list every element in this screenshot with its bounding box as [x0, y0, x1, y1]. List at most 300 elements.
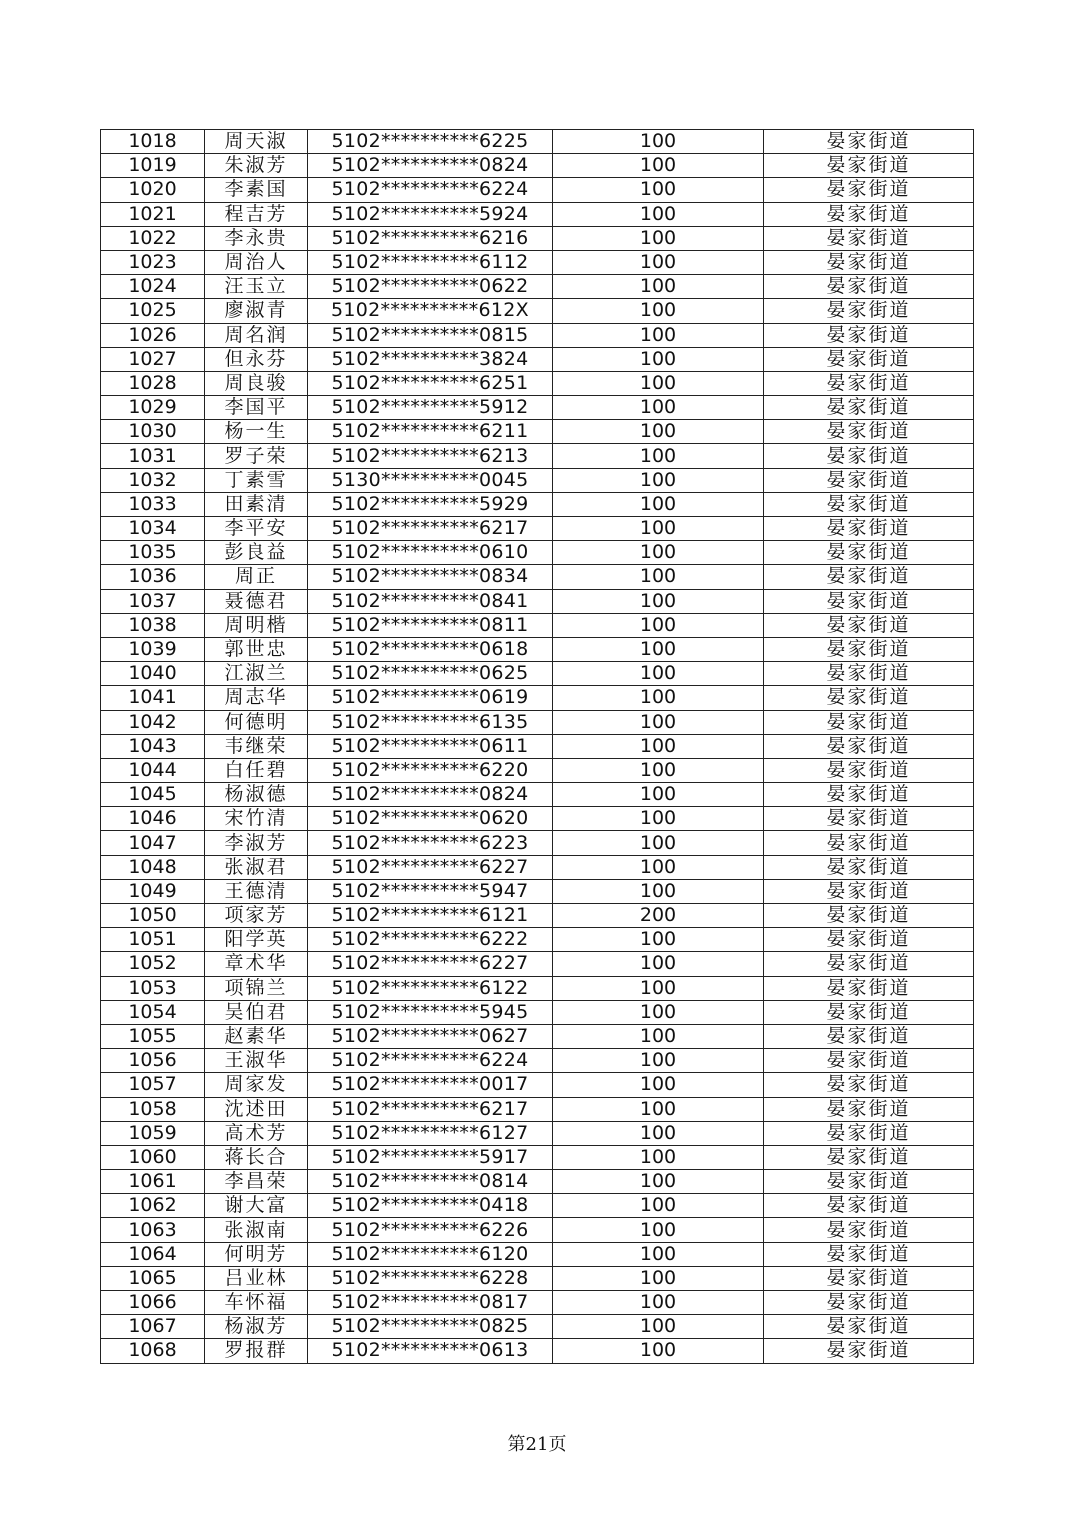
name-cell: 周良骏: [205, 371, 308, 395]
name-cell: 廖淑青: [205, 299, 308, 323]
id-number-cell: 5102**********6228: [308, 1266, 553, 1290]
name-cell: 王淑华: [205, 1049, 308, 1073]
amount-cell: 100: [553, 1194, 764, 1218]
amount-cell: 100: [553, 952, 764, 976]
amount-cell: 100: [553, 1097, 764, 1121]
table-row: [101, 1266, 974, 1290]
name-cell: 李永贵: [205, 226, 308, 250]
name-cell: 罗报群: [205, 1339, 308, 1363]
id-number-cell: 5102**********6224: [308, 178, 553, 202]
street-cell: 晏家街道: [764, 1291, 974, 1315]
id-number-cell: 5102**********6223: [308, 831, 553, 855]
amount-cell: 100: [553, 347, 764, 371]
name-cell: 高术芳: [205, 1121, 308, 1145]
row-number-cell: 1022: [101, 226, 205, 250]
amount-cell: 100: [553, 396, 764, 420]
data-table: [100, 129, 974, 1364]
row-number-cell: 1018: [101, 130, 205, 154]
street-cell: 晏家街道: [764, 1170, 974, 1194]
street-cell: 晏家街道: [764, 1266, 974, 1290]
amount-cell: 100: [553, 565, 764, 589]
table-row: [101, 371, 974, 395]
street-cell: 晏家街道: [764, 492, 974, 516]
table-row: [101, 662, 974, 686]
name-cell: 项家芳: [205, 904, 308, 928]
id-number-cell: 5102**********6122: [308, 976, 553, 1000]
amount-cell: 100: [553, 783, 764, 807]
id-number-cell: 5102**********612X: [308, 299, 553, 323]
amount-cell: 100: [553, 420, 764, 444]
row-number-cell: 1034: [101, 517, 205, 541]
row-number-cell: 1040: [101, 662, 205, 686]
id-number-cell: 5102**********6121: [308, 904, 553, 928]
id-number-cell: 5102**********0620: [308, 807, 553, 831]
amount-cell: 100: [553, 1339, 764, 1363]
street-cell: 晏家街道: [764, 976, 974, 1000]
name-cell: 谢大富: [205, 1194, 308, 1218]
table-row: [101, 1024, 974, 1048]
id-number-cell: 5102**********0622: [308, 275, 553, 299]
row-number-cell: 1028: [101, 371, 205, 395]
street-cell: 晏家街道: [764, 613, 974, 637]
id-number-cell: 5102**********6213: [308, 444, 553, 468]
street-cell: 晏家街道: [764, 154, 974, 178]
amount-cell: 100: [553, 154, 764, 178]
amount-cell: 100: [553, 662, 764, 686]
name-cell: 周志华: [205, 686, 308, 710]
row-number-cell: 1066: [101, 1291, 205, 1315]
street-cell: 晏家街道: [764, 831, 974, 855]
row-number-cell: 1041: [101, 686, 205, 710]
table-row: [101, 1121, 974, 1145]
amount-cell: 100: [553, 468, 764, 492]
amount-cell: 100: [553, 250, 764, 274]
name-cell: 周治人: [205, 250, 308, 274]
street-cell: 晏家街道: [764, 758, 974, 782]
amount-cell: 100: [553, 1218, 764, 1242]
id-number-cell: 5102**********0625: [308, 662, 553, 686]
amount-cell: 100: [553, 613, 764, 637]
street-cell: 晏家街道: [764, 1000, 974, 1024]
table-row: [101, 686, 974, 710]
amount-cell: 100: [553, 1000, 764, 1024]
table-row: [101, 1097, 974, 1121]
table-row: [101, 855, 974, 879]
row-number-cell: 1052: [101, 952, 205, 976]
street-cell: 晏家街道: [764, 734, 974, 758]
name-cell: 周名润: [205, 323, 308, 347]
name-cell: 杨淑芳: [205, 1315, 308, 1339]
row-number-cell: 1035: [101, 541, 205, 565]
id-number-cell: 5102**********0611: [308, 734, 553, 758]
id-number-cell: 5102**********5945: [308, 1000, 553, 1024]
id-number-cell: 5102**********0017: [308, 1073, 553, 1097]
street-cell: 晏家街道: [764, 444, 974, 468]
row-number-cell: 1039: [101, 637, 205, 661]
row-number-cell: 1031: [101, 444, 205, 468]
street-cell: 晏家街道: [764, 807, 974, 831]
street-cell: 晏家街道: [764, 928, 974, 952]
name-cell: 李淑芳: [205, 831, 308, 855]
id-number-cell: 5102**********6227: [308, 855, 553, 879]
row-number-cell: 1049: [101, 879, 205, 903]
name-cell: 李国平: [205, 396, 308, 420]
id-number-cell: 5102**********6217: [308, 1097, 553, 1121]
name-cell: 江淑兰: [205, 662, 308, 686]
id-number-cell: 5102**********6135: [308, 710, 553, 734]
name-cell: 彭良益: [205, 541, 308, 565]
name-cell: 周正: [205, 565, 308, 589]
table-row: [101, 758, 974, 782]
amount-cell: 100: [553, 1049, 764, 1073]
row-number-cell: 1036: [101, 565, 205, 589]
id-number-cell: 5102**********0613: [308, 1339, 553, 1363]
table-row: [101, 541, 974, 565]
amount-cell: 100: [553, 299, 764, 323]
table-row: [101, 1242, 974, 1266]
amount-cell: 100: [553, 517, 764, 541]
id-number-cell: 5102**********6120: [308, 1242, 553, 1266]
amount-cell: 100: [553, 1315, 764, 1339]
row-number-cell: 1025: [101, 299, 205, 323]
id-number-cell: 5102**********6251: [308, 371, 553, 395]
street-cell: 晏家街道: [764, 226, 974, 250]
amount-cell: 100: [553, 589, 764, 613]
row-number-cell: 1021: [101, 202, 205, 226]
table-row: [101, 154, 974, 178]
amount-cell: 100: [553, 130, 764, 154]
table-row: [101, 1218, 974, 1242]
id-number-cell: 5102**********0814: [308, 1170, 553, 1194]
id-number-cell: 5102**********0841: [308, 589, 553, 613]
id-number-cell: 5102**********0834: [308, 565, 553, 589]
street-cell: 晏家街道: [764, 347, 974, 371]
amount-cell: 100: [553, 226, 764, 250]
table-row: [101, 1049, 974, 1073]
street-cell: 晏家街道: [764, 420, 974, 444]
id-number-cell: 5102**********0619: [308, 686, 553, 710]
name-cell: 田素清: [205, 492, 308, 516]
id-number-cell: 5102**********0627: [308, 1024, 553, 1048]
row-number-cell: 1044: [101, 758, 205, 782]
row-number-cell: 1037: [101, 589, 205, 613]
amount-cell: 100: [553, 855, 764, 879]
table-row: [101, 299, 974, 323]
amount-cell: 100: [553, 637, 764, 661]
row-number-cell: 1063: [101, 1218, 205, 1242]
amount-cell: 100: [553, 1024, 764, 1048]
street-cell: 晏家街道: [764, 1339, 974, 1363]
table-row: [101, 323, 974, 347]
row-number-cell: 1019: [101, 154, 205, 178]
name-cell: 何德明: [205, 710, 308, 734]
row-number-cell: 1046: [101, 807, 205, 831]
street-cell: 晏家街道: [764, 1315, 974, 1339]
street-cell: 晏家街道: [764, 1145, 974, 1169]
id-number-cell: 5102**********6112: [308, 250, 553, 274]
table-row: [101, 1315, 974, 1339]
row-number-cell: 1058: [101, 1097, 205, 1121]
table-row: [101, 130, 974, 154]
row-number-cell: 1051: [101, 928, 205, 952]
row-number-cell: 1030: [101, 420, 205, 444]
street-cell: 晏家街道: [764, 371, 974, 395]
name-cell: 李素国: [205, 178, 308, 202]
amount-cell: 100: [553, 1145, 764, 1169]
table-row: [101, 420, 974, 444]
table-row: [101, 879, 974, 903]
id-number-cell: 5102**********0817: [308, 1291, 553, 1315]
name-cell: 周明楷: [205, 613, 308, 637]
name-cell: 项锦兰: [205, 976, 308, 1000]
table-row: [101, 275, 974, 299]
name-cell: 李平安: [205, 517, 308, 541]
name-cell: 韦继荣: [205, 734, 308, 758]
row-number-cell: 1029: [101, 396, 205, 420]
amount-cell: 100: [553, 371, 764, 395]
name-cell: 但永芬: [205, 347, 308, 371]
row-number-cell: 1020: [101, 178, 205, 202]
id-number-cell: 5102**********5924: [308, 202, 553, 226]
street-cell: 晏家街道: [764, 662, 974, 686]
name-cell: 杨淑德: [205, 783, 308, 807]
table-row: [101, 1194, 974, 1218]
amount-cell: 100: [553, 1121, 764, 1145]
amount-cell: 200: [553, 904, 764, 928]
table-row: [101, 1291, 974, 1315]
name-cell: 王德清: [205, 879, 308, 903]
name-cell: 李昌荣: [205, 1170, 308, 1194]
amount-cell: 100: [553, 758, 764, 782]
amount-cell: 100: [553, 831, 764, 855]
row-number-cell: 1060: [101, 1145, 205, 1169]
name-cell: 张淑君: [205, 855, 308, 879]
amount-cell: 100: [553, 1170, 764, 1194]
table-row: [101, 202, 974, 226]
name-cell: 车怀福: [205, 1291, 308, 1315]
row-number-cell: 1061: [101, 1170, 205, 1194]
amount-cell: 100: [553, 541, 764, 565]
table-row: [101, 226, 974, 250]
name-cell: 阳学英: [205, 928, 308, 952]
street-cell: 晏家街道: [764, 710, 974, 734]
table-row: [101, 710, 974, 734]
street-cell: 晏家街道: [764, 686, 974, 710]
row-number-cell: 1050: [101, 904, 205, 928]
id-number-cell: 5102**********6211: [308, 420, 553, 444]
name-cell: 白任碧: [205, 758, 308, 782]
street-cell: 晏家街道: [764, 904, 974, 928]
table-row: [101, 637, 974, 661]
amount-cell: 100: [553, 1242, 764, 1266]
amount-cell: 100: [553, 178, 764, 202]
street-cell: 晏家街道: [764, 879, 974, 903]
amount-cell: 100: [553, 976, 764, 1000]
street-cell: 晏家街道: [764, 396, 974, 420]
row-number-cell: 1067: [101, 1315, 205, 1339]
page-number: 第21页: [507, 1434, 567, 1455]
street-cell: 晏家街道: [764, 589, 974, 613]
street-cell: 晏家街道: [764, 1242, 974, 1266]
street-cell: 晏家街道: [764, 783, 974, 807]
table-row: [101, 613, 974, 637]
id-number-cell: 5102**********6220: [308, 758, 553, 782]
street-cell: 晏家街道: [764, 1194, 974, 1218]
table-body: [101, 130, 974, 1364]
street-cell: 晏家街道: [764, 130, 974, 154]
id-number-cell: 5102**********5947: [308, 879, 553, 903]
row-number-cell: 1027: [101, 347, 205, 371]
name-cell: 聂德君: [205, 589, 308, 613]
street-cell: 晏家街道: [764, 323, 974, 347]
name-cell: 周天淑: [205, 130, 308, 154]
row-number-cell: 1023: [101, 250, 205, 274]
id-number-cell: 5102**********0825: [308, 1315, 553, 1339]
id-number-cell: 5102**********6224: [308, 1049, 553, 1073]
name-cell: 周家发: [205, 1073, 308, 1097]
row-number-cell: 1054: [101, 1000, 205, 1024]
table-row: [101, 1073, 974, 1097]
amount-cell: 100: [553, 807, 764, 831]
row-number-cell: 1045: [101, 783, 205, 807]
name-cell: 郭世忠: [205, 637, 308, 661]
street-cell: 晏家街道: [764, 299, 974, 323]
row-number-cell: 1055: [101, 1024, 205, 1048]
row-number-cell: 1062: [101, 1194, 205, 1218]
row-number-cell: 1032: [101, 468, 205, 492]
row-number-cell: 1033: [101, 492, 205, 516]
row-number-cell: 1048: [101, 855, 205, 879]
id-number-cell: 5102**********3824: [308, 347, 553, 371]
id-number-cell: 5102**********6227: [308, 952, 553, 976]
amount-cell: 100: [553, 686, 764, 710]
street-cell: 晏家街道: [764, 178, 974, 202]
name-cell: 丁素雪: [205, 468, 308, 492]
id-number-cell: 5102**********6226: [308, 1218, 553, 1242]
row-number-cell: 1064: [101, 1242, 205, 1266]
table-row: [101, 444, 974, 468]
table-row: [101, 347, 974, 371]
amount-cell: 100: [553, 1266, 764, 1290]
street-cell: 晏家街道: [764, 855, 974, 879]
id-number-cell: 5130**********0045: [308, 468, 553, 492]
row-number-cell: 1024: [101, 275, 205, 299]
table-row: [101, 589, 974, 613]
id-number-cell: 5102**********0824: [308, 154, 553, 178]
table-row: [101, 831, 974, 855]
street-cell: 晏家街道: [764, 1024, 974, 1048]
street-cell: 晏家街道: [764, 541, 974, 565]
id-number-cell: 5102**********0610: [308, 541, 553, 565]
row-number-cell: 1043: [101, 734, 205, 758]
table-row: [101, 1339, 974, 1363]
table-row: [101, 565, 974, 589]
table-row: [101, 1170, 974, 1194]
id-number-cell: 5102**********6222: [308, 928, 553, 952]
id-number-cell: 5102**********0418: [308, 1194, 553, 1218]
table-row: [101, 807, 974, 831]
street-cell: 晏家街道: [764, 1049, 974, 1073]
name-cell: 蒋长合: [205, 1145, 308, 1169]
table-row: [101, 468, 974, 492]
table-row: [101, 1000, 974, 1024]
id-number-cell: 5102**********0815: [308, 323, 553, 347]
amount-cell: 100: [553, 444, 764, 468]
id-number-cell: 5102**********0824: [308, 783, 553, 807]
name-cell: 吕业林: [205, 1266, 308, 1290]
id-number-cell: 5102**********5929: [308, 492, 553, 516]
name-cell: 朱淑芳: [205, 154, 308, 178]
row-number-cell: 1056: [101, 1049, 205, 1073]
row-number-cell: 1068: [101, 1339, 205, 1363]
id-number-cell: 5102**********0618: [308, 637, 553, 661]
amount-cell: 100: [553, 275, 764, 299]
id-number-cell: 5102**********5912: [308, 396, 553, 420]
id-number-cell: 5102**********6127: [308, 1121, 553, 1145]
name-cell: 程吉芳: [205, 202, 308, 226]
table-row: [101, 396, 974, 420]
street-cell: 晏家街道: [764, 1121, 974, 1145]
row-number-cell: 1053: [101, 976, 205, 1000]
table-row: [101, 952, 974, 976]
id-number-cell: 5102**********6216: [308, 226, 553, 250]
table-row: [101, 250, 974, 274]
row-number-cell: 1042: [101, 710, 205, 734]
amount-cell: 100: [553, 1291, 764, 1315]
row-number-cell: 1057: [101, 1073, 205, 1097]
table-row: [101, 1145, 974, 1169]
row-number-cell: 1026: [101, 323, 205, 347]
street-cell: 晏家街道: [764, 250, 974, 274]
row-number-cell: 1059: [101, 1121, 205, 1145]
amount-cell: 100: [553, 202, 764, 226]
table-row: [101, 178, 974, 202]
table-row: [101, 734, 974, 758]
street-cell: 晏家街道: [764, 517, 974, 541]
street-cell: 晏家街道: [764, 637, 974, 661]
amount-cell: 100: [553, 323, 764, 347]
street-cell: 晏家街道: [764, 1097, 974, 1121]
street-cell: 晏家街道: [764, 952, 974, 976]
name-cell: 张淑南: [205, 1218, 308, 1242]
table-row: [101, 976, 974, 1000]
street-cell: 晏家街道: [764, 202, 974, 226]
name-cell: 沈述田: [205, 1097, 308, 1121]
table-row: [101, 783, 974, 807]
name-cell: 吴伯君: [205, 1000, 308, 1024]
street-cell: 晏家街道: [764, 275, 974, 299]
amount-cell: 100: [553, 710, 764, 734]
street-cell: 晏家街道: [764, 565, 974, 589]
name-cell: 汪玉立: [205, 275, 308, 299]
name-cell: 罗子荣: [205, 444, 308, 468]
amount-cell: 100: [553, 879, 764, 903]
street-cell: 晏家街道: [764, 468, 974, 492]
row-number-cell: 1047: [101, 831, 205, 855]
amount-cell: 100: [553, 928, 764, 952]
row-number-cell: 1038: [101, 613, 205, 637]
id-number-cell: 5102**********0811: [308, 613, 553, 637]
street-cell: 晏家街道: [764, 1218, 974, 1242]
name-cell: 杨一生: [205, 420, 308, 444]
amount-cell: 100: [553, 1073, 764, 1097]
row-number-cell: 1065: [101, 1266, 205, 1290]
amount-cell: 100: [553, 734, 764, 758]
table-row: [101, 928, 974, 952]
amount-cell: 100: [553, 492, 764, 516]
street-cell: 晏家街道: [764, 1073, 974, 1097]
table-row: [101, 904, 974, 928]
